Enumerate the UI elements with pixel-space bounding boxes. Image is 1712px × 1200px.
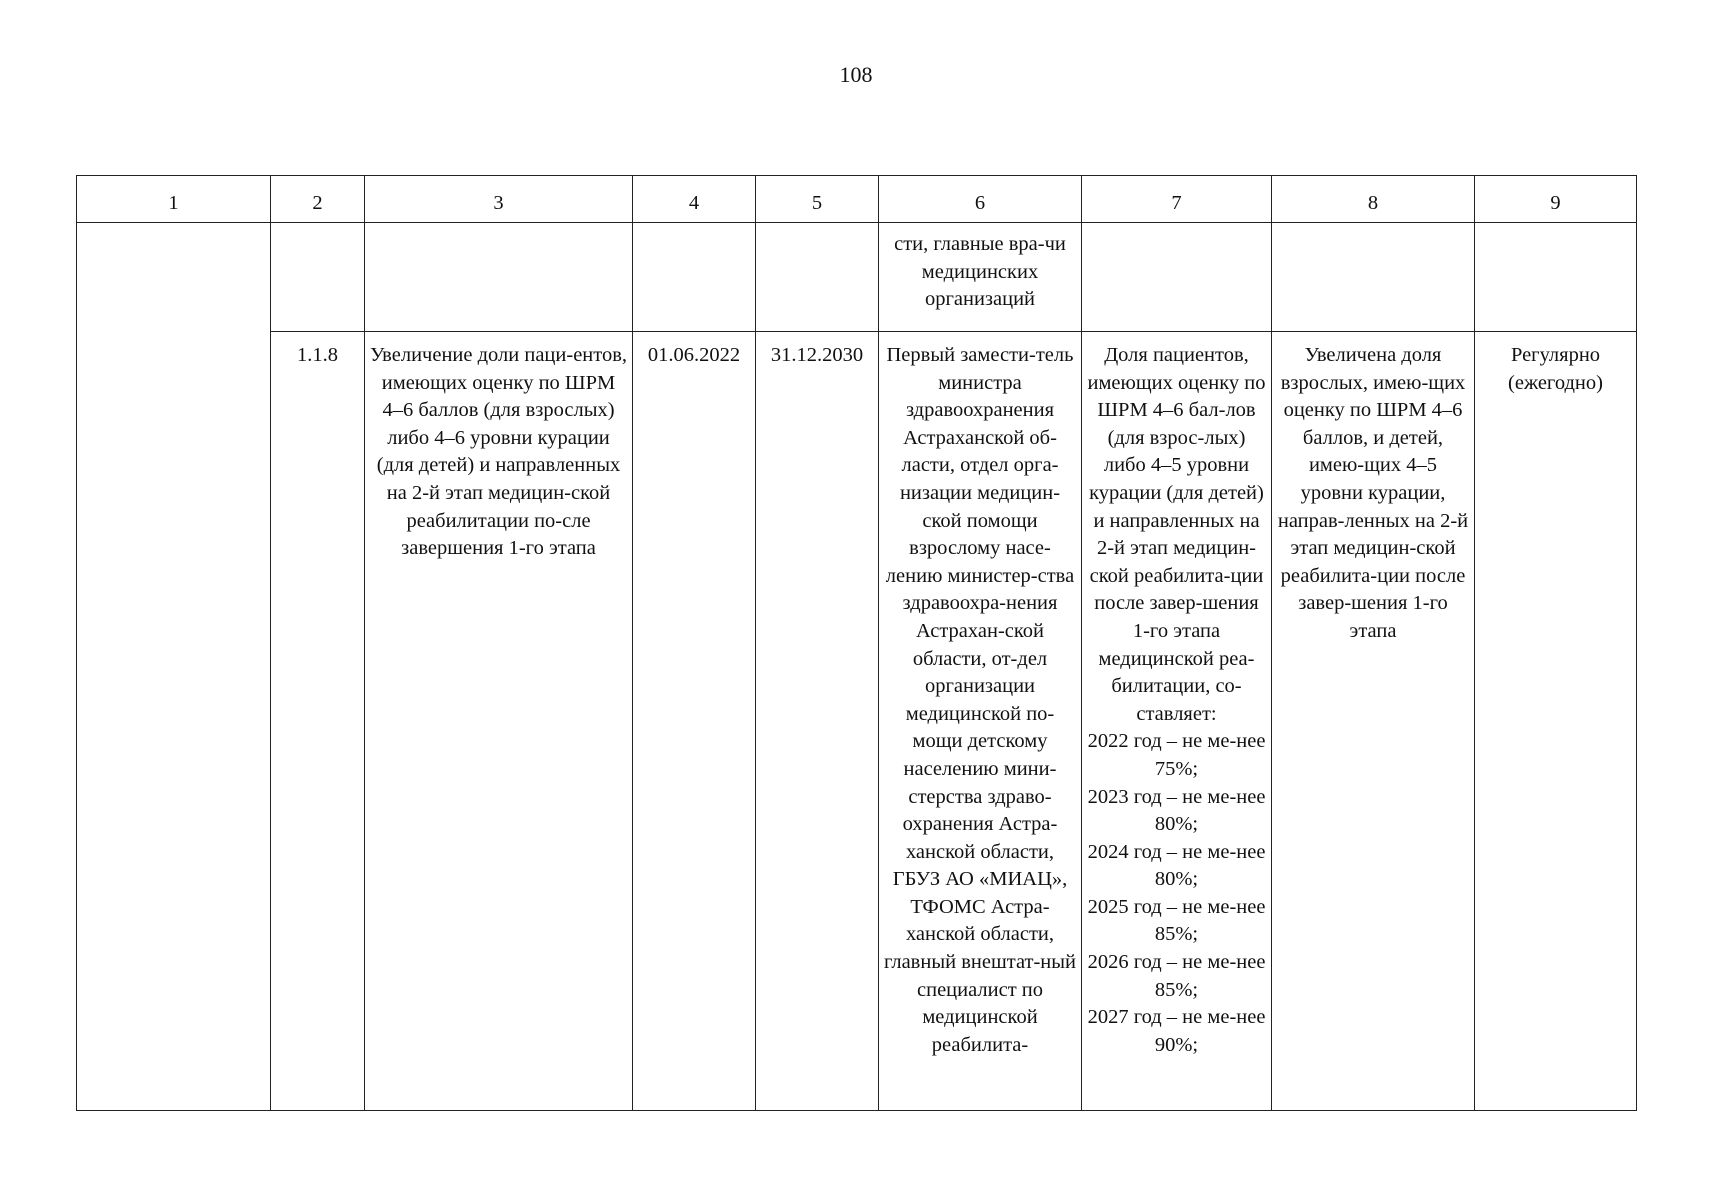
- indicator-intro: Доля пациентов, имеющих оценку по ШРМ 4–6 бал-лов (для взрос-лых) либо 4–5 уровни курации (для детей) и направленных на 2-й этап медицин-ской реабилита-ции после завер-шения 1-го этапа медицинской реа-билитации, со-ставляет:: [1087, 344, 1266, 725]
- empty-cell: [633, 223, 756, 332]
- empty-cell: [756, 223, 879, 332]
- indicator-year: 2022 год – не ме-нее 75%;: [1087, 730, 1266, 780]
- table-row: [77, 332, 1637, 1111]
- empty-cell: [365, 223, 633, 332]
- indicator-cell: [1082, 332, 1272, 1111]
- header-col-5: 5: [756, 176, 879, 223]
- end-date: 31.12.2030: [756, 332, 879, 1111]
- indicator-year: 2026 год – не ме-нее 85%;: [1087, 951, 1266, 1001]
- indicator-year: 2027 год – не ме-нее 90%;: [1087, 1006, 1266, 1056]
- frequency: Регулярно (ежегодно): [1475, 332, 1637, 1111]
- responsible-continuation: сти, главные вра-чи медицинских организаций: [879, 223, 1082, 332]
- header-col-1: 1: [77, 176, 271, 223]
- header-col-7: 7: [1082, 176, 1272, 223]
- empty-cell: [1272, 223, 1475, 332]
- empty-cell-col-1: [77, 223, 271, 1111]
- empty-cell: [1475, 223, 1637, 332]
- header-col-2: 2: [271, 176, 365, 223]
- indicator-year: 2024 год – не ме-нее 80%;: [1087, 840, 1266, 891]
- expected-result: Увеличена доля взрослых, имею-щих оценку по ШРМ 4–6 баллов, и детей, имею-щих 4–5 уровни курации, направ-ленных на 2-й этап медицин-ской реабилита-ции после завер-шения 1-го этапа: [1272, 332, 1475, 1111]
- empty-cell: [1082, 223, 1272, 332]
- empty-cell: [271, 223, 365, 332]
- header-col-3: 3: [365, 176, 633, 223]
- header-col-8: 8: [1272, 176, 1475, 223]
- indicator-year: 2025 год – не ме-нее 85%;: [1087, 895, 1266, 946]
- header-col-6: 6: [879, 176, 1082, 223]
- measures-table: [76, 175, 1637, 1111]
- start-date: 01.06.2022: [633, 332, 756, 1111]
- responsible-executors: Первый замести-тель министра здравоохранения Астраханской об-ласти, отдел орга-низации медицин-ской помощи взрослому насе-лению министер-ства здравоохра-нения Астрахан-ской области, от-дел организации медицинской по-мощи детскому населению мини-стерства здраво-охранения Астра-ханской области, ГБУЗ АО «МИАЦ», ТФОМС Астра-ханской области, главный внештат-ный специалист по медицинской реабилита-: [879, 332, 1082, 1111]
- page-number: 108: [839, 62, 873, 87]
- header-row: [77, 176, 1637, 223]
- continuation-row: [77, 223, 1637, 332]
- header-col-4: 4: [633, 176, 756, 223]
- header-col-9: 9: [1475, 176, 1637, 223]
- indicator-year: 2023 год – не ме-нее 80%;: [1087, 785, 1266, 836]
- item-number: 1.1.8: [271, 332, 365, 1111]
- measure-description: Увеличение доли паци-ентов, имеющих оценку по ШРМ 4–6 баллов (для взрослых) либо 4–6 уровни курации (для детей) и направленных на 2-й этап медицин-ской реабилитации по-сле завершения 1-го этапа: [365, 332, 633, 1111]
